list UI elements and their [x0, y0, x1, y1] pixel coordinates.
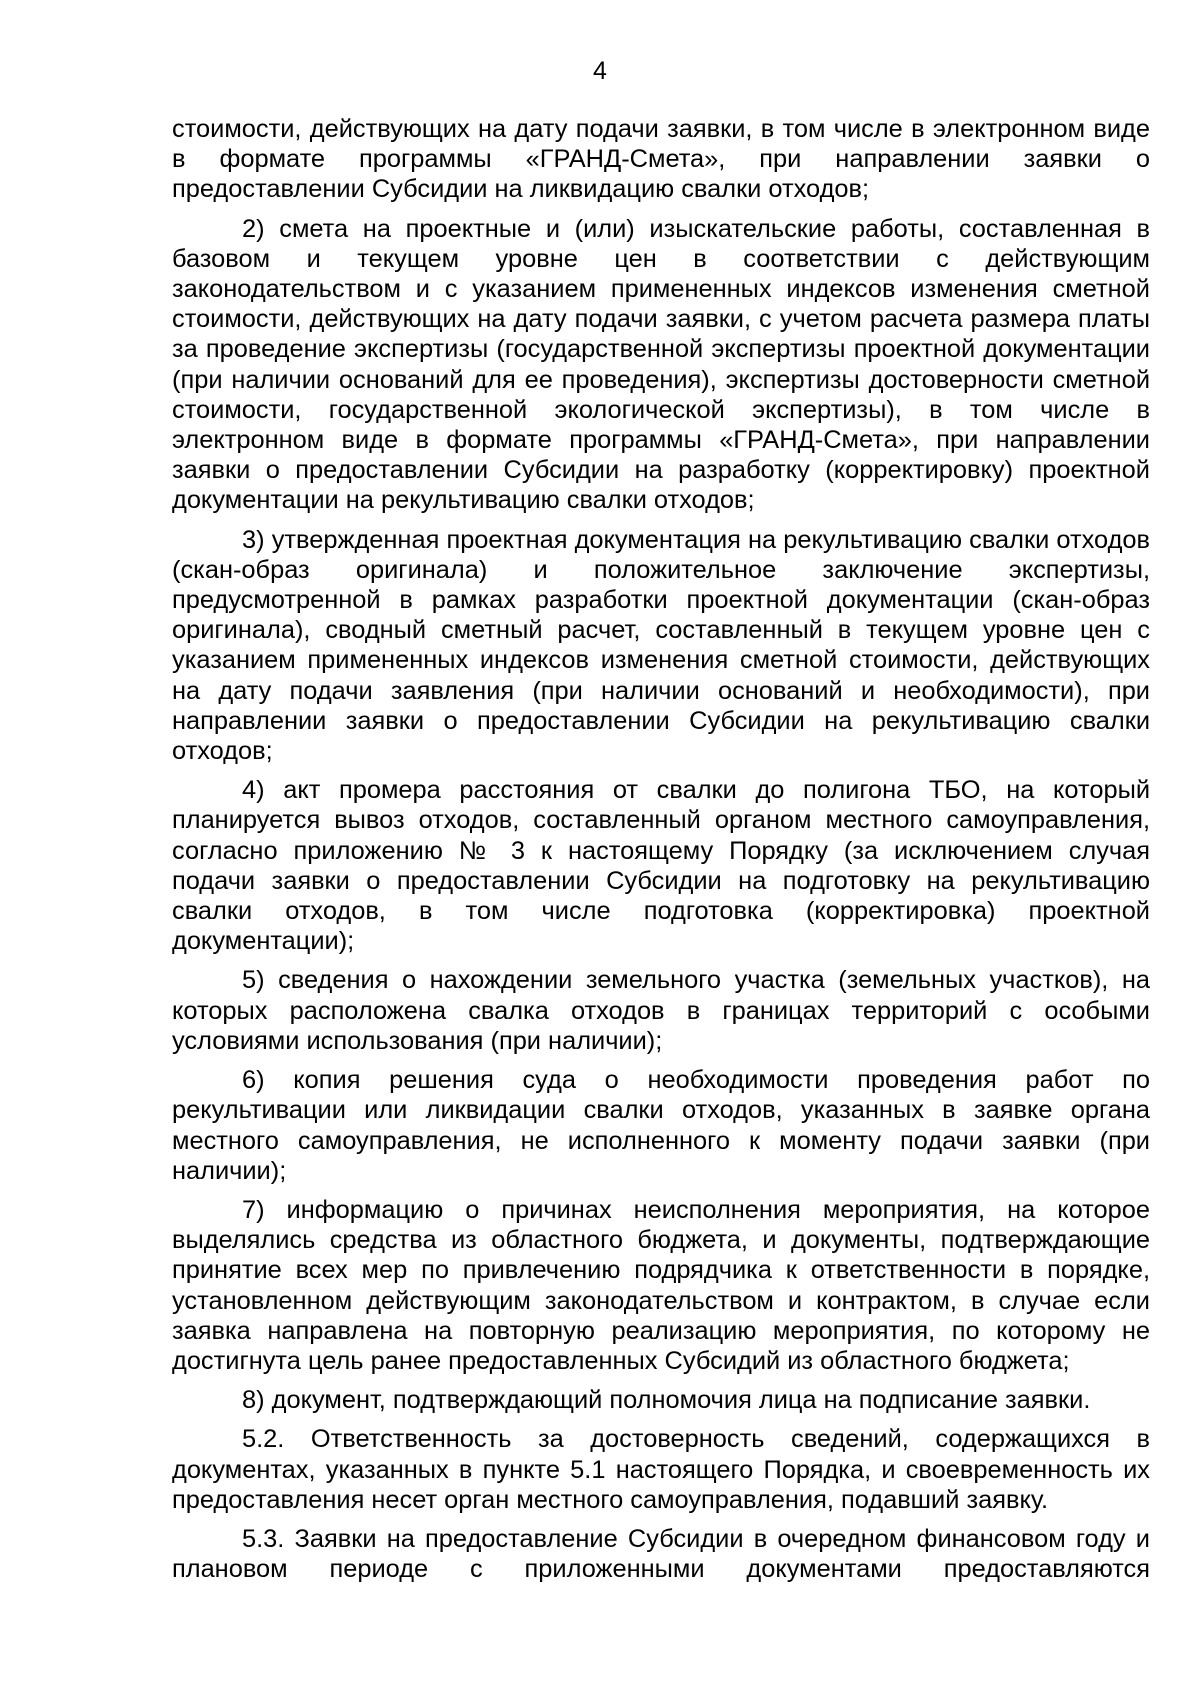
list-item-7: 7) информацию о причинах неисполнения мероприятия, на которое выделялись средства из областного бюджета, и документы, подтверждающие принятие всех мер по привлечению подрядчика к ответственности в порядке, установленном действующим законодательством и контрактом, в случае если заявка направлена на повторную реализацию мероприятия, по которому не достигнута цель ранее предоставленных Субсидий из областного бюджета;: [172, 1195, 1150, 1375]
page-number: 4: [593, 57, 607, 85]
list-item-3: 3) утвержденная проектная документация на рекультивацию свалки отходов (скан-образ оригинала) и положительное заключение экспертизы, предусмотренной в рамках разработки проектной документации (скан-образ оригинала), сводный сметный расчет, составленный в текущем уровне цен с указанием примененных индексов изменения сметной стоимости, действующих на дату подачи заявления (при наличии оснований и необходимости), при направлении заявки о предоставлении Субсидии на рекультивацию свалки отходов;: [172, 525, 1150, 766]
list-item-6: 6) копия решения суда о необходимости проведения работ по рекультивации или ликвидации свалки отходов, указанных в заявке органа местного самоуправления, не исполненного к моменту подачи заявки (при наличии);: [172, 1066, 1150, 1185]
list-item-5: 5) сведения о нахождении земельного участка (земельных участков), на которых расположена свалка отходов в границах территорий с особыми условиями использования (при наличии);: [172, 966, 1150, 1055]
clause-5-2: 5.2. Ответственность за достоверность сведений, содержащихся в документах, указанных в пункте 5.1 настоящего Порядка, и своевременность их предоставления несет орган местного самоуправления, подавший заявку.: [172, 1425, 1150, 1514]
document-body: [172, 114, 1150, 1584]
paragraph-continuation: стоимости, действующих на дату подачи заявки, в том числе в электронном виде в формате программы «ГРАНД-Смета», при направлении заявки о предоставлении Субсидии на ликвидацию свалки отходов;: [172, 115, 1150, 204]
clause-5-3: 5.3. Заявки на предоставление Субсидии в очередном финансовом году и плановом периоде с приложенными документами предоставляются: [172, 1524, 1150, 1584]
list-item-4: 4) акт промера расстояния от свалки до полигона ТБО, на который планируется вывоз отходов, составленный органом местного самоуправления, согласно приложению № 3 к настоящему Порядку (за исключением случая подачи заявки о предоставлении Субсидии на подготовку на рекультивацию свалки отходов, в том числе подготовка (корректировка) проектной документации);: [172, 776, 1150, 956]
list-item-8: 8) документ, подтверждающий полномочия лица на подписание заявки.: [242, 1386, 1091, 1415]
list-item-2: 2) смета на проектные и (или) изыскательские работы, составленная в базовом и текущем уровне цен в соответствии с действующим законодательством и с указанием примененных индексов изменения сметной стоимости, действующих на дату подачи заявки, с учетом расчета размера платы за проведение экспертизы (государственной экспертизы проектной документации (при наличии оснований для ее проведения), экспертизы достоверности сметной стоимости, государственной экологической экспертизы), в том числе в электронном виде в формате программы «ГРАНД-Смета», при направлении заявки о предоставлении Субсидии на разработку (корректировку) проектной документации на рекультивацию свалки отходов;: [172, 214, 1150, 515]
